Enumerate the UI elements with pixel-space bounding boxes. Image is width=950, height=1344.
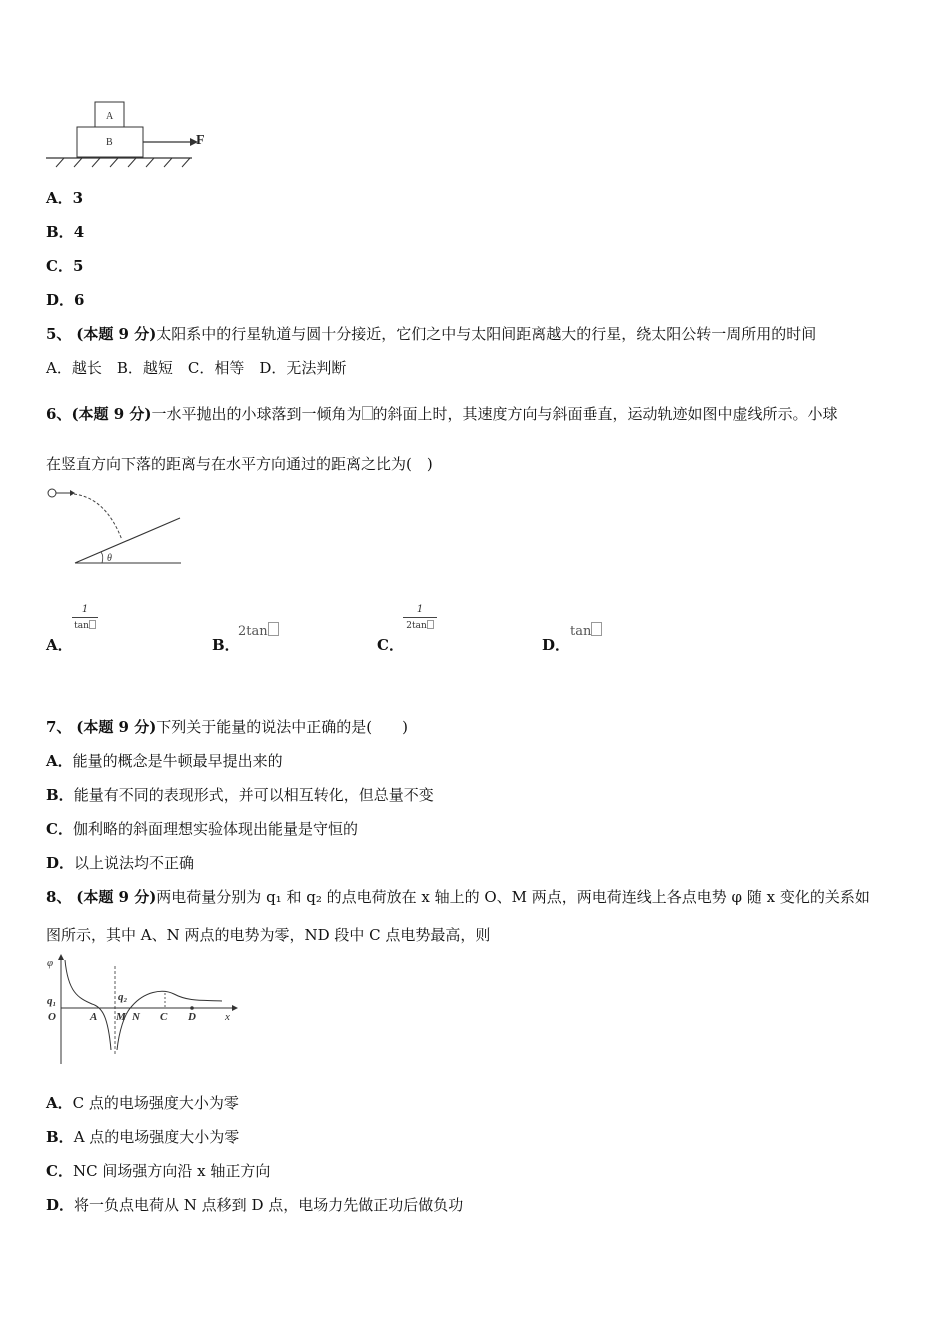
question-text: 下列关于能量的说法中正确的是( ): [156, 718, 409, 736]
missing-glyph-icon: [591, 622, 602, 636]
theta-label: θ: [107, 553, 112, 564]
q6-option-d: [542, 634, 570, 655]
missing-glyph-icon: [89, 620, 96, 629]
q8-stem: [46, 886, 870, 907]
potential-graph-figure: [44, 952, 244, 1068]
q7-option-b: [46, 784, 434, 805]
question-score: (本题 9 分): [76, 718, 157, 736]
q6-option-a-fraction: [72, 604, 98, 631]
label-block-b: B: [106, 137, 113, 148]
q7-option-c: [46, 818, 358, 839]
q6-option-c: [377, 634, 404, 655]
q6-option-c-fraction: [403, 604, 437, 631]
q8-option-a: [46, 1092, 239, 1113]
option-text: 以上说法均不正确: [74, 854, 195, 872]
q1-label: q₁: [47, 995, 57, 1007]
missing-glyph-icon: [268, 622, 279, 636]
option-text: 6: [74, 291, 85, 309]
q6-stem-line2: 在竖直方向下落的距离与在水平方向通过的距离之比为( ): [46, 455, 433, 473]
question-text: 一水平抛出的小球落到一倾角为: [151, 405, 362, 423]
option-letter: B．: [46, 786, 74, 804]
q8-stem-line2: 图所示，其中 A、N 两点的电势为零，ND 段中 C 点电势最高，则: [46, 926, 491, 944]
q8-option-d: [46, 1194, 463, 1215]
numerator: 1: [81, 604, 89, 615]
fraction-bar: [72, 617, 98, 618]
option-letter: A．: [46, 636, 73, 654]
question-score: (本题 9 分): [76, 888, 157, 906]
q6-stem: [46, 403, 838, 424]
label-force-f: F: [196, 133, 205, 148]
option-letter: D．: [46, 854, 75, 872]
q7-option-a: [46, 750, 283, 771]
option-letter: B．: [46, 223, 74, 241]
option-text: 伽利略的斜面理想实验体现出能量是守恒的: [72, 820, 358, 838]
option-letter: B．: [46, 1128, 74, 1146]
axis-x-label: x: [225, 1011, 230, 1023]
denominator: 2tan: [406, 621, 427, 631]
q7-option-d: [46, 852, 194, 873]
q6-option-d-expr: [570, 622, 602, 639]
projectile-incline-figure: [44, 484, 189, 568]
option-text: 能量的概念是牛顿最早提出来的: [72, 752, 283, 770]
question-text: 两电荷量分别为 q₁ 和 q₂ 的点电荷放在 x 轴上的 O、M 两点，两电荷连线上各点电势 φ 随 x 变化的关系如: [156, 888, 870, 906]
q4-option-b: [46, 221, 84, 242]
q4-option-d: [46, 289, 84, 310]
q5-options: A．越长 B．越短 C．相等 D．无法判断: [46, 359, 347, 377]
axis-phi-label: φ: [47, 957, 54, 969]
question-number: 5、: [46, 325, 72, 343]
missing-glyph-icon: [362, 406, 373, 420]
point-c-label: C: [160, 1011, 168, 1023]
q6-option-b-expr: [238, 622, 279, 639]
q7-stem: [46, 716, 408, 737]
point-o-label: O: [48, 1011, 56, 1023]
option-text: A 点的电场强度大小为零: [73, 1128, 240, 1146]
point-m-label: M: [116, 1011, 126, 1023]
question-score: (本题 9 分): [71, 405, 152, 423]
q8-option-b: [46, 1126, 239, 1147]
option-letter: C．: [46, 820, 73, 838]
label-block-a: A: [106, 111, 114, 122]
q4-option-c: [46, 255, 83, 276]
option-letter: A．: [46, 189, 73, 207]
option-text: 将一负点电荷从 N 点移到 D 点，电场力先做正功后做负功: [74, 1196, 464, 1214]
q2-label: q₂: [118, 991, 128, 1003]
option-letter: A．: [46, 1094, 73, 1112]
option-letter: C．: [46, 1162, 73, 1180]
q6-option-a: [46, 634, 73, 655]
question-number: 7、: [46, 718, 72, 736]
q8-option-c: [46, 1160, 270, 1181]
option-text: 3: [72, 189, 84, 207]
denominator: tan: [74, 621, 89, 631]
option-letter: D．: [46, 1196, 75, 1214]
option-text: 4: [73, 223, 85, 241]
expression: tan: [570, 624, 592, 639]
q4-option-a: [46, 187, 83, 208]
q6-option-b: [212, 634, 240, 655]
q5-stem: [46, 323, 816, 344]
option-letter: C．: [46, 257, 73, 275]
question-number: 8、: [46, 888, 72, 906]
point-d-label: D: [188, 1011, 196, 1023]
option-letter: D．: [46, 291, 75, 309]
option-letter: B．: [212, 636, 240, 654]
option-text: NC 间场强方向沿 x 轴正方向: [72, 1162, 271, 1180]
fraction-bar: [403, 617, 437, 618]
option-text: C 点的电场强度大小为零: [72, 1094, 239, 1112]
question-score: (本题 9 分): [76, 325, 157, 343]
point-n-label: N: [132, 1011, 140, 1023]
question-text: 太阳系中的行星轨道与圆十分接近，它们之中与太阳间距离越大的行星，绕太阳公转一周所用的时间: [156, 325, 817, 343]
option-letter: A．: [46, 752, 73, 770]
block-force-figure: [44, 98, 214, 170]
option-letter: C．: [377, 636, 404, 654]
option-text: 5: [72, 257, 84, 275]
question-text-cont: 的斜面上时，其速度方向与斜面垂直，运动轨迹如图中虚线所示。小球: [372, 405, 838, 423]
numerator: 1: [416, 604, 424, 615]
option-letter: D．: [542, 636, 571, 654]
missing-glyph-icon: [427, 620, 434, 629]
expression: 2tan: [238, 624, 268, 639]
point-a-label: A: [90, 1011, 98, 1023]
question-number: 6、: [46, 405, 72, 423]
option-text: 能量有不同的表现形式，并可以相互转化，但总量不变: [73, 786, 434, 804]
